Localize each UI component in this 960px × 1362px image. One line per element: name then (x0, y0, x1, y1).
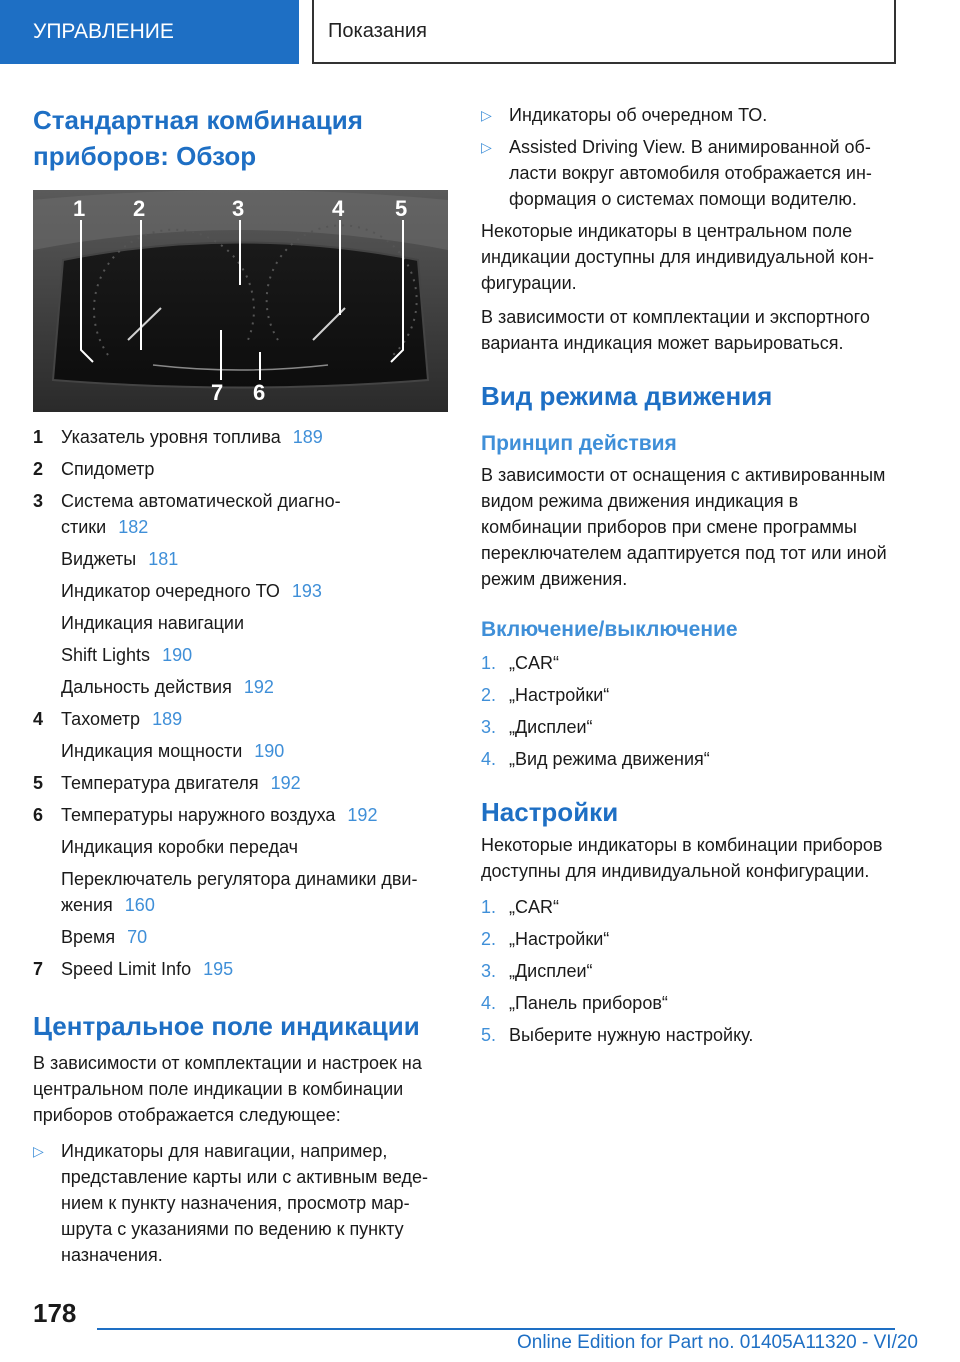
step-item: 4. „Панель приборов“ (481, 993, 668, 1013)
step-item: 4. „Вид режима движения“ (481, 749, 710, 769)
central-field-title: Центральное поле индикации (33, 1011, 420, 1041)
step-item: 5. Выберите нужную настройку. (481, 1025, 754, 1045)
legend-row: Индикация мощности 190 (61, 741, 285, 761)
instrument-cluster-illustration (33, 190, 448, 412)
onoff-title: Включение/выключение (481, 618, 738, 641)
instrument-cluster-figure (33, 190, 448, 412)
step-item: 2. „Настройки“ (481, 929, 610, 949)
page-ref-link[interactable]: 189 (152, 709, 183, 729)
legend-row: 3 Система автоматической диагно- стики 182 (33, 491, 341, 537)
legend-row: 7 Speed Limit Info 195 (33, 959, 234, 979)
central-field-config-note: Некоторые индикаторы в центральном поле индикации доступны для индивидуальной конфигурации. (481, 221, 874, 293)
step-item: 3. „Дисплеи“ (481, 717, 593, 737)
triangle-bullet-icon: ▷ (481, 107, 492, 123)
page-ref-link[interactable]: 70 (127, 927, 148, 947)
subsection-header: Показания (312, 0, 896, 64)
right-column (481, 102, 901, 1054)
page-ref-link[interactable]: 190 (254, 741, 285, 761)
bullet-item: ▷ Assisted Driving View. В анимированной области вокруг автомобиля отображается информация о системах помощи водителю. (481, 134, 901, 212)
section-tab: УПРАВЛЕНИЕ (0, 0, 299, 64)
step-item: 1. „CAR“ (481, 897, 559, 917)
principle-text: В зависимости от оснащения с активированным видом режима движения индикация в комбинации приборов при смене программы переключателем адаптируется под тот или иной режим движения. (481, 465, 887, 589)
legend-row: 4 Тахометр 189 (33, 709, 183, 729)
page-ref-link[interactable]: 160 (124, 895, 155, 915)
overview-title: Стандартная комбинация приборов: Обзор (33, 105, 363, 171)
triangle-bullet-icon: ▷ (33, 1143, 44, 1159)
onoff-steps (481, 650, 901, 772)
page-ref-link[interactable]: 189 (292, 427, 323, 447)
callout-4: 4 (332, 196, 345, 221)
callout-3: 3 (232, 196, 245, 221)
page-ref-link[interactable]: 195 (203, 959, 234, 979)
legend-row: Индикатор очередного ТО 193 (61, 581, 322, 601)
page-ref-link[interactable]: 181 (148, 549, 179, 569)
settings-steps (481, 894, 901, 1048)
figure-legend (33, 424, 448, 982)
bullet-item: ▷ Индикаторы для навигации, например, представление карты или с активным ведением к пункту назначения, просмотр маршрута с указаниями по ведению к пункту назначения. (33, 1138, 448, 1268)
page-ref-link[interactable]: 192 (243, 677, 274, 697)
legend-row: 5 Температура двигателя 192 (33, 773, 301, 793)
callout-6: 6 (253, 380, 266, 405)
callout-1: 1 (73, 196, 86, 221)
legend-row: Время 70 (61, 927, 148, 947)
page-number: 178 (33, 1298, 77, 1328)
triangle-bullet-icon: ▷ (481, 139, 492, 155)
page-ref-link[interactable]: 190 (162, 645, 193, 665)
central-field-intro: В зависимости от комплектации и настроек на центральном поле индикации в комбинации приборов отображается следующее: (33, 1053, 422, 1125)
step-item: 3. „Дисплеи“ (481, 961, 593, 981)
legend-row: Виджеты 181 (61, 549, 179, 569)
drive-mode-title: Вид режима движения (481, 381, 773, 411)
page-ref-link[interactable]: 192 (270, 773, 301, 793)
legend-row: Индикация навигации (61, 613, 244, 633)
left-column (33, 102, 448, 1274)
settings-title: Настройки (481, 797, 619, 827)
bullet-item: ▷ Индикаторы об очередном ТО. (481, 102, 901, 128)
legend-row: Дальность действия 192 (61, 677, 274, 697)
step-item: 1. „CAR“ (481, 653, 559, 673)
footer-rule (97, 1328, 895, 1330)
legend-row: Переключатель регулятора динамики дви- жения 160 (61, 869, 418, 915)
legend-row: Индикация коробки передач (61, 837, 299, 857)
step-item: 2. „Настройки“ (481, 685, 610, 705)
legend-row: 1 Указатель уровня топлива 189 (33, 427, 323, 447)
central-field-variant-note: В зависимости от комплектации и экспортного варианта индикация может варьироваться. (481, 307, 870, 353)
settings-text: Некоторые индикаторы в комбинации приборов доступны для индивидуальной конфигурации. (481, 835, 883, 881)
callout-2: 2 (133, 196, 146, 221)
legend-row: 2 Спидометр (33, 459, 155, 479)
callout-5: 5 (395, 196, 408, 221)
legend-row: 6 Температуры наружного воздуха 192 (33, 805, 378, 825)
page-ref-link[interactable]: 192 (347, 805, 378, 825)
edition-text: Online Edition for Part no. 01405A11320 - VI/20 (516, 1332, 918, 1353)
callout-7: 7 (211, 380, 224, 405)
principle-title: Принцип действия (481, 432, 677, 455)
legend-row: Shift Lights 190 (61, 645, 193, 665)
page-ref-link[interactable]: 193 (291, 581, 322, 601)
page-ref-link[interactable]: 182 (118, 517, 149, 537)
